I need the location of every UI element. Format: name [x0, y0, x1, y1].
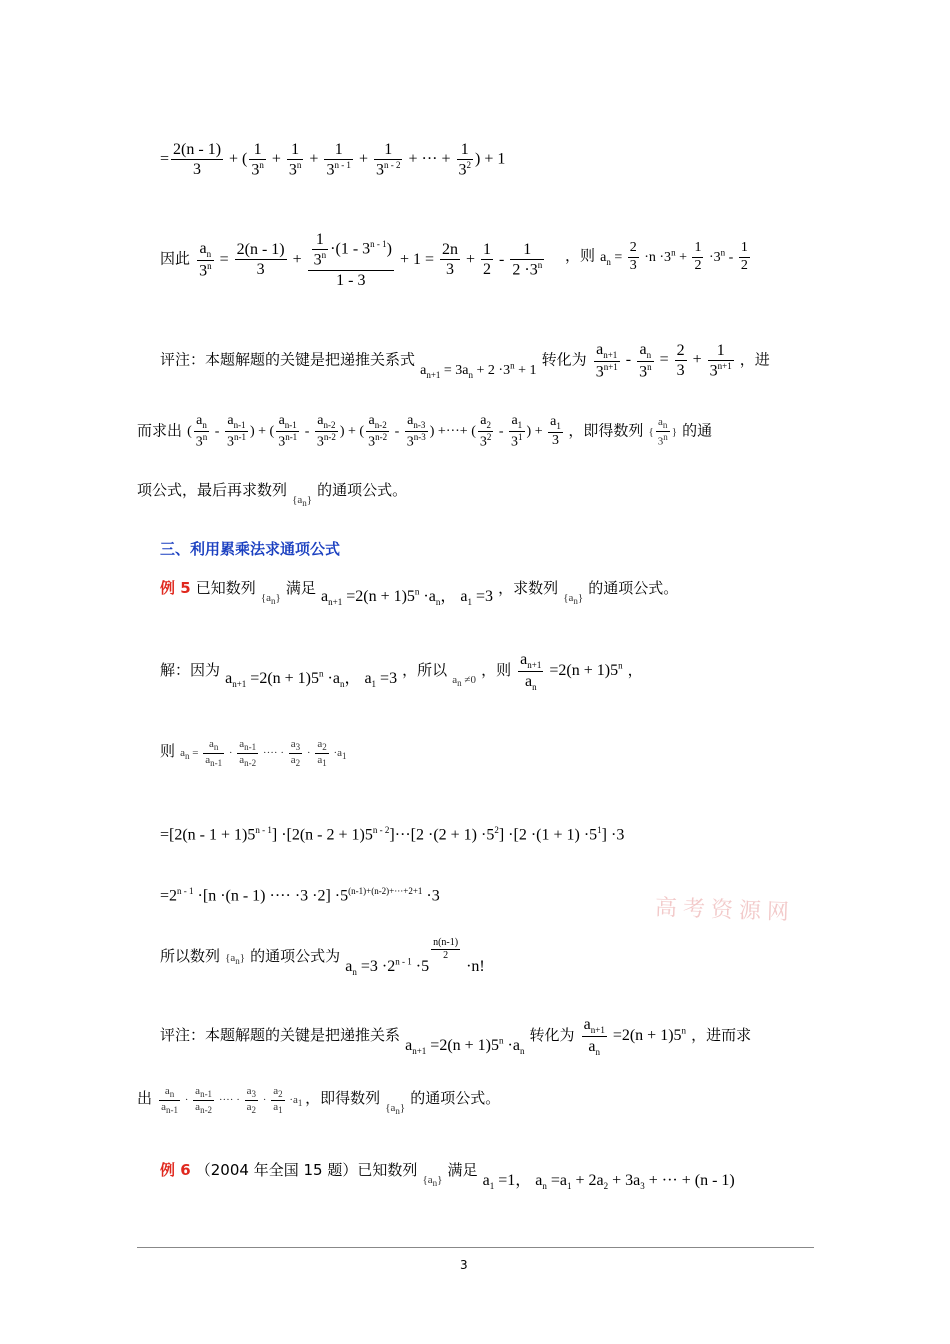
equation-line-2: 因此 $\frac{a_n}{3^n}$ = $\frac{2(n - 1)}{3}$ + $\frac{1}{3^n}$ ·(1 - 3$^{n - 1}$) 1 - 3 + 1 = $\frac{2n}{3}$ + $\frac{1}{2}$ - $\frac{1}{2 \cdot 3^n}$	[160, 231, 543, 289]
note-2-line-2: 出 $\frac{a_n}{a_{n-1}}$ · $\frac{a_{n-1}}{a_{n-2}}$ ···· · $\frac{a_3}{a_2}$ · $\frac{a_2}{a_1}$ $\cdot a_1$ ，即得数列 $_{\{a_n\}}$ 的通项公式。	[137, 1085, 501, 1117]
text-therefore: 因此	[160, 249, 191, 268]
equation-line-2-result: ，则 $a_n$ = $\frac{2}{3}$ $\cdot n \cdot 3^n$ + $\frac{1}{2}$ $\cdot 3^n$ - $\frac{1}{2}$	[565, 240, 748, 273]
example-5-label: 例 5	[160, 579, 191, 597]
example-6-label: 例 6	[160, 1161, 191, 1179]
solution-line-2: 则 $a_n$ = $\frac{a_n}{a_{n-1}}$ · $\frac{a_{n-1}}{a_{n-2}}$ ···· · $\frac{a_3}{a_2}$ · $\frac{a_2}{a_1}$ $\cdot a_1$	[160, 738, 347, 769]
watermark: 高考资源网	[654, 895, 796, 926]
solution-step-1: $=[2(n - 1 + 1)5^{n - 1}] \cdot[2(n - 2 + 1)5^{n - 2}]\cdot\cdot\cdot[2 \cdot(2 + 1) \cdot 5^2] \cdot[2 \cdot(1 + 1) \cdot 5^1] \cdot 3$	[160, 825, 625, 844]
note-line-3: 项公式，最后再求数列 $_{\{a_n\}}$ 的通项公式。	[137, 481, 408, 509]
footer-divider	[137, 1247, 814, 1248]
solution-line-1: 解：因为 $a_{n+1} =2(n + 1)5^n \cdot a_n$， $a_1 =3$ ，所以 $_{a_n \ne 0}$ ，则 $\frac{a_{n+1}}{a_n}$ $=2(n + 1)5^n$ ，	[160, 651, 643, 693]
section-heading: 三、利用累乘法求通项公式	[160, 540, 341, 558]
equation-line-1: = $\frac{2(n - 1)}{3}$ + ( $\frac{1}{3^n}$ + $\frac{1}{3^n}$ + $\frac{1}{3^{n - 1}}$ + $\frac{1}{3^{n - 2}}$ + ··· + $\frac{1}{3^2}$ ) + 1	[160, 141, 506, 179]
result-line: 所以数列 $\{a_n\}$ 的通项公式为 $a_n =3 \cdot 2^{n - 1} \cdot 5$ $\frac{n(n-1)}{2}$ ·n!	[160, 937, 485, 978]
note-line-1: 评注：本题解题的关键是把递推关系式 $a_{n+1} = 3a_n + 2 \cdot 3^n + 1$ 转化为 $\frac{a_{n+1}}{3^{n+1}}$ - $\frac{a_n}{3^n}$ = $\frac{2}{3}$ + $\frac{1}{3^{n+1}}$ ，进	[160, 341, 770, 381]
example-6: 例 6 （2004 年全国 15 题）已知数列 $_{\{a_n\}}$ 满足 $a_1 =1$， $a_n =a_1 + 2a_2 + 3a_3$ + ··· + (n - 1)	[160, 1161, 735, 1192]
solution-step-2: $=2^{n - 1} \cdot[n \cdot(n - 1)$ ···· $\cdot 3 \cdot 2] \cdot 5^{(n-1)+(n-2)+\cdot\cdot\cdot+2+1} \cdot 3$	[160, 886, 440, 905]
example-5: 例 5 已知数列 $_{\{a_n\}}$ 满足 $a_{n+1} =2(n + 1)5^n \cdot a_n$， $a_1 =3$ ，求数列 $_{\{a_n\}}$ 的通项公式。	[160, 579, 679, 608]
note-line-2: 而求出 ( $\frac{a_n}{3^n}$ - $\frac{a_{n-1}}{3^{n-1}}$ ) + ( $\frac{a_{n-1}}{3^{n-1}}$ - $\frac{a_{n-2}}{3^{n-2}}$ ) + ( $\frac{a_{n-2}}{3^{n-2}}$ - $\frac{a_{n-3}}{3^{n-3}}$ ) +···+ ( $\frac{a_2}{3^2}$ - $\frac{a_1}{3^1}$ ) + $\frac{a_1}{3}$ ，即得数列 { $\frac{a_n}{3^n}$ } 的通	[137, 413, 713, 450]
note-2-line-1: 评注：本题解题的关键是把递推关系 $a_{n+1} =2(n + 1)5^n \cdot a_n$ 转化为 $\frac{a_{n+1}}{a_n}$ $=2(n + 1)5^n$ ，进而求	[160, 1016, 752, 1058]
page-number: 3	[460, 1258, 468, 1272]
